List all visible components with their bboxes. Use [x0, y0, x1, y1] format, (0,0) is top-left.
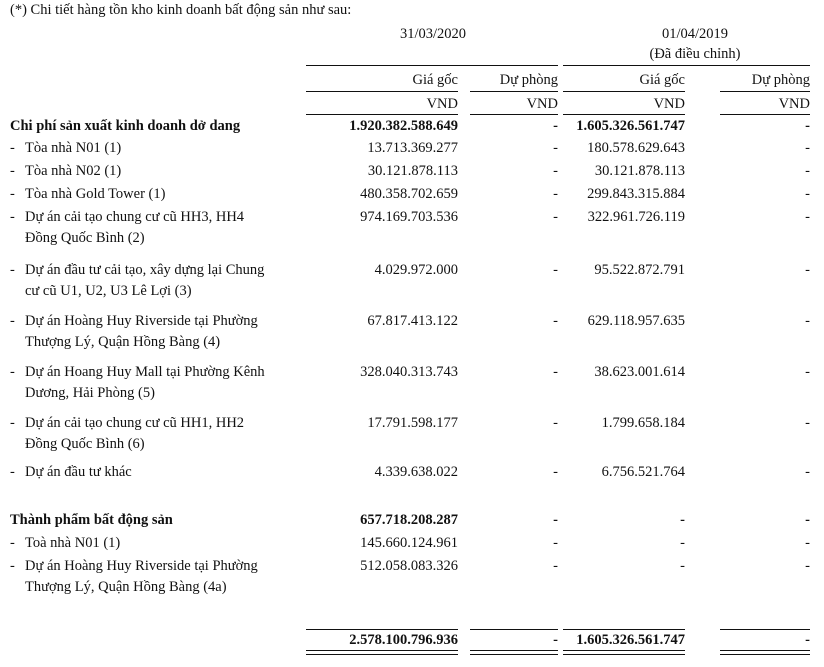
item-prov-2019: - [805, 415, 810, 431]
item-prov-2020: - [553, 209, 558, 225]
unit-rule-cost-2019 [563, 114, 685, 115]
item-prov-2020: - [553, 140, 558, 156]
item-cost-2020: 512.058.083.326 [360, 558, 458, 574]
unit-prov-2019: VND [778, 96, 810, 112]
item-prov-2020: - [553, 535, 558, 551]
item-label: Dự án Hoàng Huy Riverside tại Phường [25, 558, 258, 574]
item-cost-2019: 6.756.521.764 [601, 464, 685, 480]
item-cost-2020: 4.339.638.022 [374, 464, 458, 480]
unit-rule-prov-2019 [720, 114, 810, 115]
item-prov-2019: - [805, 163, 810, 179]
item-cost-2020: 30.121.878.113 [367, 163, 458, 179]
bullet-dash: - [10, 209, 15, 225]
total-top-rule-cost-2019 [563, 629, 685, 630]
item-prov-2019: - [805, 558, 810, 574]
total-double-rule-cost-2020 [306, 650, 458, 655]
bullet-dash: - [10, 558, 15, 574]
header-rule-2019 [563, 65, 810, 66]
item-cost-2019: 629.118.957.635 [587, 313, 685, 329]
unit-rule-cost-2020 [306, 114, 458, 115]
bullet-dash: - [10, 313, 15, 329]
item-label: Dự án Hoàng Huy Riverside tại Phường [25, 313, 258, 329]
col-rule-cost-2019 [563, 91, 685, 92]
bullet-dash: - [10, 364, 15, 380]
col-provision-2020: Dự phòng [499, 72, 558, 88]
item-cost-2020: 145.660.124.961 [360, 535, 458, 551]
item-cost-2020: 974.169.703.536 [360, 209, 458, 225]
item-prov-2020: - [553, 186, 558, 202]
item-label-line2: Thượng Lý, Quận Hồng Bàng (4a) [25, 579, 227, 595]
item-cost-2019: - [680, 535, 685, 551]
item-label-line2: Thượng Lý, Quận Hồng Bàng (4) [25, 334, 221, 350]
item-label: Toà nhà N01 (1) [25, 535, 121, 551]
item-prov-2020: - [553, 262, 558, 278]
section-finished-cost-2020: 657.718.208.287 [360, 512, 458, 528]
total-cost-2019: 1.605.326.561.747 [576, 632, 685, 648]
item-cost-2020: 328.040.313.743 [360, 364, 458, 380]
bullet-dash: - [10, 415, 15, 431]
section-wip-cost-2019: 1.605.326.561.747 [576, 118, 685, 134]
total-double-rule-prov-2020 [470, 650, 558, 655]
bullet-dash: - [10, 140, 15, 156]
item-prov-2020: - [553, 364, 558, 380]
item-label-line2: cư cũ U1, U2, U3 Lê Lợi (3) [25, 283, 192, 299]
period-2019-header: 01/04/2019 [661, 26, 729, 42]
item-prov-2020: - [553, 558, 558, 574]
item-cost-2020: 4.029.972.000 [374, 262, 458, 278]
section-wip-title: Chi phí sản xuất kinh doanh dở dang [10, 118, 241, 134]
item-cost-2019: 30.121.878.113 [594, 163, 685, 179]
item-cost-2019: - [680, 558, 685, 574]
unit-rule-prov-2020 [470, 114, 558, 115]
col-rule-prov-2019 [720, 91, 810, 92]
item-prov-2019: - [805, 186, 810, 202]
item-cost-2019: 1.799.658.184 [601, 415, 685, 431]
total-top-rule-prov-2019 [720, 629, 810, 630]
item-prov-2019: - [805, 535, 810, 551]
item-label: Tòa nhà N01 (1) [25, 140, 122, 156]
item-label: Dự án Hoang Huy Mall tại Phường Kênh [25, 364, 265, 380]
intro-text: (*) Chi tiết hàng tồn kho kinh doanh bất động sản như sau: [10, 2, 352, 18]
section-finished-prov-2020: - [553, 512, 558, 528]
total-cost-2020: 2.578.100.796.936 [349, 632, 458, 648]
item-label-line2: Đồng Quốc Bình (6) [25, 436, 145, 452]
item-label: Tòa nhà N02 (1) [25, 163, 122, 179]
item-prov-2019: - [805, 464, 810, 480]
bullet-dash: - [10, 186, 15, 202]
section-finished-cost-2019: - [680, 512, 685, 528]
item-cost-2020: 13.713.369.277 [367, 140, 458, 156]
unit-cost-2019: VND [653, 96, 685, 112]
item-prov-2020: - [553, 464, 558, 480]
unit-prov-2020: VND [526, 96, 558, 112]
item-cost-2019: 38.623.001.614 [594, 364, 685, 380]
item-cost-2020: 480.358.702.659 [360, 186, 458, 202]
total-prov-2020: - [553, 632, 558, 648]
section-finished-title: Thành phẩm bất động sản [10, 512, 173, 528]
section-finished-prov-2019: - [805, 512, 810, 528]
period-2020-header: 31/03/2020 [399, 26, 467, 42]
item-label-line2: Đồng Quốc Bình (2) [25, 230, 145, 246]
item-label: Dự án đầu tư khác [25, 464, 132, 480]
item-cost-2019: 322.961.726.119 [587, 209, 685, 225]
total-prov-2019: - [805, 632, 810, 648]
col-cost-2020: Giá gốc [412, 72, 458, 88]
total-top-rule-prov-2020 [470, 629, 558, 630]
item-prov-2019: - [805, 209, 810, 225]
item-prov-2020: - [553, 163, 558, 179]
unit-cost-2020: VND [426, 96, 458, 112]
item-cost-2019: 95.522.872.791 [594, 262, 685, 278]
col-rule-prov-2020 [470, 91, 558, 92]
section-wip-prov-2019: - [805, 118, 810, 134]
total-top-rule-cost-2020 [306, 629, 458, 630]
item-prov-2020: - [553, 415, 558, 431]
item-cost-2020: 17.791.598.177 [367, 415, 458, 431]
col-provision-2019: Dự phòng [751, 72, 810, 88]
item-label-line2: Dương, Hải Phòng (5) [25, 385, 155, 401]
item-label: Tòa nhà Gold Tower (1) [25, 186, 166, 202]
total-double-rule-prov-2019 [720, 650, 810, 655]
col-cost-2019: Giá gốc [639, 72, 685, 88]
bullet-dash: - [10, 262, 15, 278]
period-2019-adjusted-note: (Đã điều chỉnh) [649, 46, 741, 62]
section-wip-prov-2020: - [553, 118, 558, 134]
item-label: Dự án cải tạo chung cư cũ HH1, HH2 [25, 415, 245, 431]
item-prov-2019: - [805, 262, 810, 278]
bullet-dash: - [10, 535, 15, 551]
item-label: Dự án đầu tư cải tạo, xây dựng lại Chung [25, 262, 265, 278]
item-prov-2019: - [805, 364, 810, 380]
item-label: Dự án cải tạo chung cư cũ HH3, HH4 [25, 209, 245, 225]
bullet-dash: - [10, 163, 15, 179]
item-cost-2019: 180.578.629.643 [587, 140, 685, 156]
item-prov-2019: - [805, 313, 810, 329]
section-wip-cost-2020: 1.920.382.588.649 [349, 118, 458, 134]
item-cost-2019: 299.843.315.884 [587, 186, 685, 202]
item-prov-2020: - [553, 313, 558, 329]
item-prov-2019: - [805, 140, 810, 156]
col-rule-cost-2020 [306, 91, 458, 92]
bullet-dash: - [10, 464, 15, 480]
total-double-rule-cost-2019 [563, 650, 685, 655]
header-rule-2020 [306, 65, 558, 66]
item-cost-2020: 67.817.413.122 [367, 313, 458, 329]
